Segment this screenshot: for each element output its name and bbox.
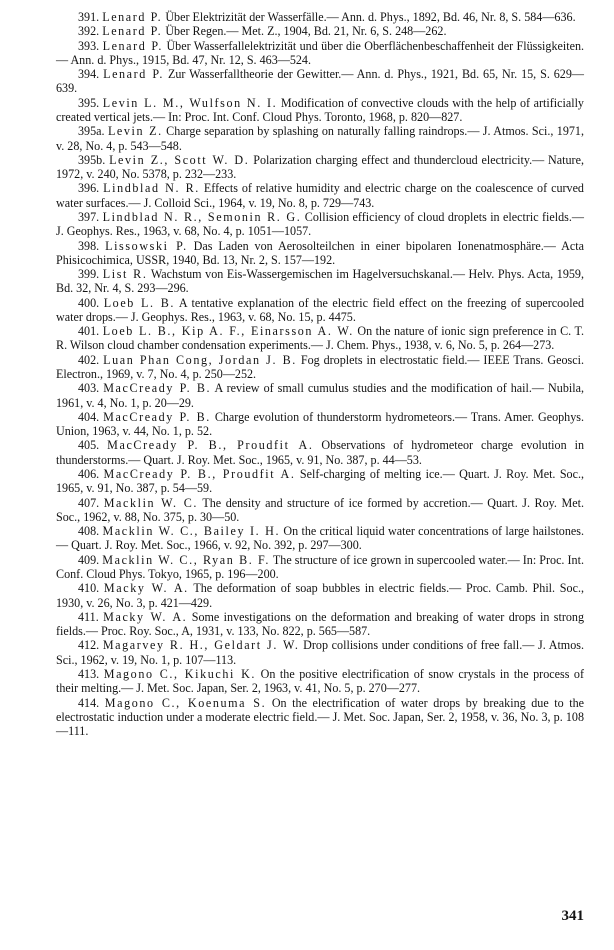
reference-text: On the positive electrification of snow crystals in the process of their melting.— J. Met. Soc. Japan, Ser. 2, 1963, v. 41, No. 5, p. 270—277. (56, 666, 585, 696)
reference-number: 391. (78, 10, 100, 24)
reference-authors: Luan Phan Cong, Jordan J. B. (103, 352, 297, 367)
reference-authors: Lenard P. (103, 67, 165, 82)
reference-entry (56, 610, 584, 639)
reference-text: Über Regen.— Met. Z., 1904, Bd. 21, Nr. 6, S. 248—262. (165, 24, 447, 39)
reference-text: Charge evolution of thunderstorm hydrometeors.— Trans. Amer. Geophys. Union, 1963, v. 44, No. 1, p. 52. (56, 409, 585, 439)
reference-authors: MacCready P. B., Proudfit A. (107, 438, 314, 453)
reference-number: 404. (78, 409, 100, 424)
reference-authors: Lindblad N. R., Semonin R. G. (102, 209, 302, 224)
reference-entry (56, 239, 584, 268)
reference-number: 397. (78, 209, 100, 224)
reference-entry (56, 553, 584, 582)
reference-authors: Lindblad N. R. (103, 181, 200, 196)
reference-number: 396. (78, 181, 100, 196)
reference-text: Charge separation by splashing on naturally falling raindrops.— J. Atmos. Sci., 1971, v. 28, No. 4, p. 543—548. (56, 124, 585, 153)
reference-authors: Loeb L. B. (103, 295, 176, 310)
reference-authors: Lenard P. (102, 38, 164, 53)
reference-text: Über Elektrizität der Wasserfälle.— Ann. d. Phys., 1892, Bd. 46, Nr. 8, S. 584—636. (165, 10, 576, 24)
reference-text: Zur Wasserfalltheorie der Gewitter.— Ann. d. Phys., 1921, Bd. 65, Nr. 15, S. 629—639. (56, 67, 584, 96)
page-number: 341 (561, 908, 584, 924)
reference-entry (56, 39, 584, 68)
reference-number: 395a. (78, 124, 105, 139)
reference-entry (56, 124, 584, 153)
reference-number: 405. (78, 438, 100, 453)
reference-entry (56, 696, 584, 739)
reference-number: 392. (78, 24, 100, 39)
reference-authors: Levin L. M., Wulfson N. I. (102, 95, 278, 110)
reference-authors: Levin Z., Scott W. D. (109, 152, 250, 167)
reference-number: 398. (78, 238, 100, 253)
reference-entry (56, 10, 584, 24)
reference-list (56, 10, 584, 738)
reference-text: A review of small cumulus studies and the modification of hail.— Nubila, 1961, v. 4, No. 1, p. 20—29. (56, 381, 584, 410)
reference-number: 395. (78, 95, 100, 110)
reference-text: The structure of ice grown in supercooled water.— In: Proc. Int. Conf. Cloud Phys. Tokyo, 1965, p. 196—200. (56, 552, 584, 581)
reference-entry (56, 410, 584, 439)
reference-entry (56, 267, 584, 296)
reference-entry (56, 381, 584, 410)
reference-number: 412. (78, 638, 100, 653)
reference-entry (56, 96, 584, 125)
reference-entry (56, 296, 584, 325)
reference-number: 414. (78, 695, 100, 710)
reference-entry (56, 524, 584, 553)
reference-text: Modification of convective clouds with the help of artificially created vertical jets.— In: Proc. Int. Conf. Cloud Phys. Toronto, 1968, p. 820—827. (56, 95, 584, 124)
reference-text: Some investigations on the deformation and breaking of water drops in strong fields.— Proc. Roy. Soc., A, 1931, v. 133, No. 822, p. 565—587. (56, 609, 585, 639)
reference-text: Self-charging of melting ice.— Quart. J. Roy. Met. Soc., 1965, v. 91, No. 387, p. 54—59. (56, 467, 585, 496)
reference-number: 402. (78, 352, 100, 367)
reference-authors: Loeb L. B., Kip A. F., Einarsson A. W. (102, 324, 354, 339)
reference-authors: MacCready P. B. (103, 409, 211, 424)
reference-number: 408. (78, 524, 100, 539)
reference-authors: MacCready P. B., Proudfit A. (103, 467, 296, 481)
reference-entry (56, 153, 584, 182)
reference-text: Fog droplets in electrostatic field.— IEEE Trans. Geosci. Electron., 1969, v. 7, No. 4, p. 250—252. (56, 352, 584, 382)
reference-number: 403. (78, 381, 100, 396)
reference-text: Effects of relative humidity and electric charge on the coalescence of curved water surfaces.— J. Colloid Sci., 1964, v. 19, No. 8, p. 729—743. (56, 181, 584, 210)
reference-authors: Macky W. A. (103, 581, 189, 596)
reference-authors: Magono C., Koenuma S. (104, 695, 267, 710)
reference-entry (56, 24, 584, 38)
reference-authors: Lenard P. (102, 24, 163, 39)
reference-authors: Macky W. A. (103, 609, 188, 624)
reference-entry (56, 67, 584, 96)
reference-authors: Magono C., Kikuchi K. (103, 666, 257, 681)
reference-entry (56, 496, 584, 525)
reference-entry (56, 210, 584, 239)
reference-entry (56, 353, 584, 382)
reference-authors: List R. (102, 267, 148, 282)
reference-entry (56, 324, 584, 353)
reference-number: 410. (78, 581, 100, 596)
reference-text: The density and structure of ice formed by accretion.— Quart. J. Roy. Met. Soc., 1962, v. 88, No. 375, p. 30—50. (56, 495, 584, 524)
reference-authors: Macklin W. C. (103, 495, 199, 510)
reference-text: Über Wasserfallelektrizität und über die Oberflächenbeschaffenheit der Flüssigkeiten.— Ann. d. Phys., 1915, Bd. 47, Nr. 12, S. 463—524. (56, 38, 585, 67)
reference-number: 407. (78, 495, 100, 510)
reference-authors: Lenard P. (102, 10, 163, 24)
reference-authors: Lissowski P. (105, 238, 188, 253)
reference-text: A tentative explanation of the electric field effect on the freezing of supercooled water drops.— J. Geophys. Res., 1963, v. 68, No. 15, p. 4475. (56, 295, 584, 324)
reference-text: Wachstum von Eis-Wassergemischen im Hagelversuchskanal.— Helv. Phys. Acta, 1959, Bd. 32, Nr. 4, S. 293—296. (56, 267, 584, 296)
reference-number: 413. (78, 666, 100, 681)
reference-number: 411. (78, 609, 99, 624)
reference-authors: MacCready P. B. (103, 381, 212, 396)
reference-authors: Macklin W. C., Ryan B. F. (102, 552, 271, 567)
reference-number: 393. (78, 38, 100, 53)
reference-authors: Levin Z. (107, 124, 163, 139)
reference-entry (56, 638, 584, 667)
reference-text: On the nature of ionic sign preference in C. T. R. Wilson cloud chamber condensation experiments.— J. Chem. Phys., 1938, v. 6, No. 5, p. 264—273. (56, 324, 584, 353)
reference-authors: Magarvey R. H., Geldart J. W. (102, 638, 300, 653)
reference-entry (56, 181, 584, 210)
reference-number: 400. (78, 295, 100, 310)
reference-authors: Macklin W. C., Bailey I. H. (102, 524, 281, 539)
reference-text: Collision efficiency of cloud droplets in electric fields.— J. Geophys. Res., 1963, v. 68, No. 4, p. 1051—1057. (56, 209, 584, 239)
reference-entry (56, 581, 584, 610)
reference-entry (56, 467, 584, 496)
reference-text: On the electrification of water drops by breaking due to the electrostatic induction under a moderate electric field.— J. Met. Soc. Japan, Ser. 2, 1958, v. 36, No. 3, p. 108—111. (56, 695, 585, 739)
reference-text: Drop collisions under conditions of free fall.— J. Atmos. Sci., 1962, v. 19, No. 1, p. 107—113. (56, 638, 584, 667)
reference-number: 409. (78, 552, 100, 567)
reference-text: On the critical liquid water concentrations of large hailstones.— Quart. J. Roy. Met. Soc., 1966, v. 92, No. 392, p. 297—300. (56, 524, 584, 553)
reference-number: 394. (78, 67, 100, 82)
reference-number: 406. (78, 467, 100, 481)
reference-number: 399. (78, 267, 100, 282)
reference-text: Das Laden von Aerosolteilchen in einer bipolaren Ionenatmosphäre.— Acta Phisicochimica, USSR, 1940, Bd. 13, Nr. 2, S. 157—192. (56, 238, 584, 267)
reference-entry (56, 667, 584, 696)
reference-text: Polarization charging effect and thundercloud electricity.— Nature, 1972, v. 240, No. 5378, p. 232—233. (56, 152, 584, 182)
reference-text: Observations of hydrometeor charge evolution in thunderstorms.— Quart. J. Roy. Met. Soc., 1965, v. 91, No. 387, p. 44—53. (56, 438, 584, 467)
reference-number: 395b. (78, 152, 106, 167)
reference-number: 401. (78, 324, 100, 339)
reference-entry (56, 438, 584, 467)
reference-text: The deformation of soap bubbles in electric fields.— Proc. Camb. Phil. Soc., 1930, v. 26, No. 3, p. 421—429. (56, 581, 584, 610)
